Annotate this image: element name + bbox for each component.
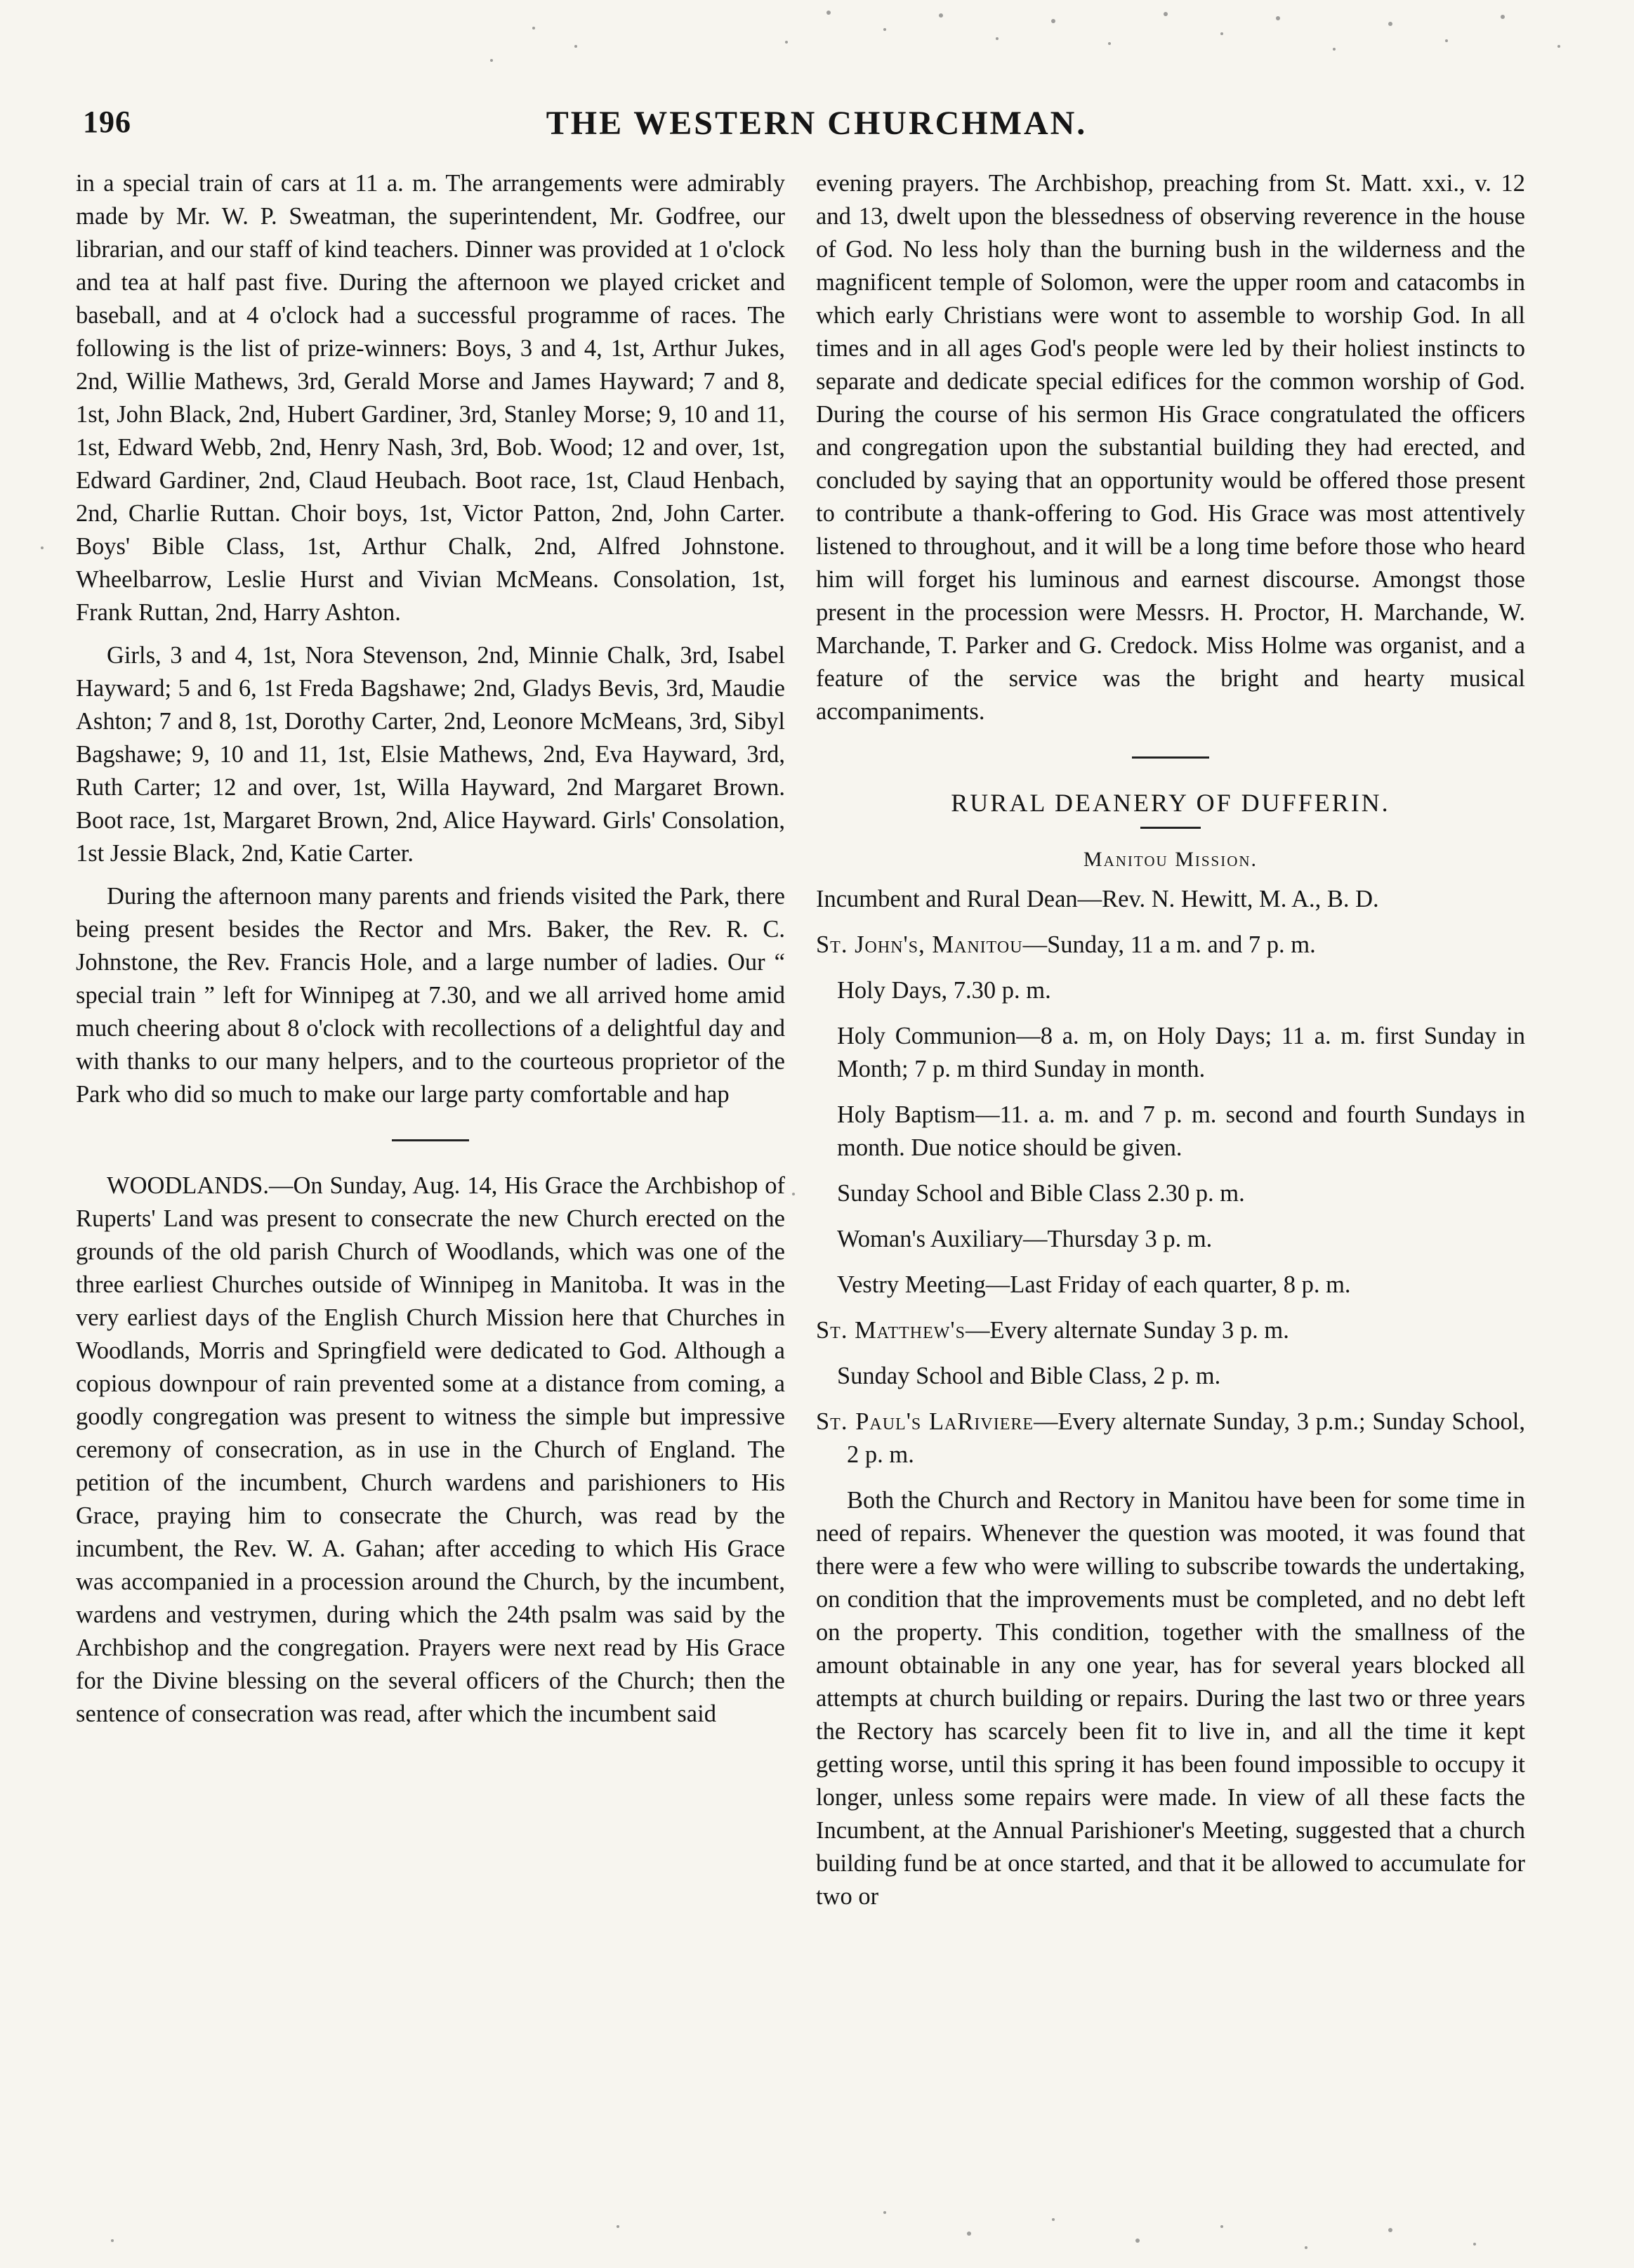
service-times: —Sunday, 11 a m. and 7 p. m. bbox=[1022, 931, 1316, 958]
service-times: —Every alternate Sunday, 3 p.m.; Sunday School, 2 p. m. bbox=[847, 1408, 1525, 1468]
service-entry: Holy Days, 7.30 p. m. bbox=[837, 977, 1051, 1004]
article-paragraph: evening prayers. The Archbishop, preaching from St. Matt. xxi., v. 12 and 13, dwelt upon the blessedness of observing reverence in the house of God. No less holy than the burning bush in the wilderness and the magnificent temple of Solomon, were the upper room and catacombs in which early Christians were wont to assemble to worship God. In all times and in all ages God's people were led by their holiest instincts to separate and dedicate special edifices for the common worship of God. During the course of his sermon His Grace congratulated the officers and congregation upon the substantial building they had erected, and concluded by saying that an opportunity would be offered those present to contribute a thank-offering to God. His Grace was most attentively listened to throughout, and it will be a long time before those who heard him will forget his luminous and earnest discourse. Amongst those present in the procession were Messrs. H. Proctor, H. Marchande, W. Marchande, T. Parker and G. Credock. Miss Holme was organist, and a feature of the service was the bright and hearty musical accompaniments. bbox=[816, 170, 1525, 725]
section-divider bbox=[1140, 827, 1201, 829]
mission-heading: Manitou Mission. bbox=[1083, 848, 1258, 871]
service-entry: Vestry Meeting—Last Friday of each quarter, 8 p. m. bbox=[837, 1271, 1351, 1298]
service-entry: Sunday School and Bible Class 2.30 p. m. bbox=[837, 1180, 1245, 1207]
section-divider bbox=[1132, 756, 1209, 759]
church-name: St. Paul's LaRiviere bbox=[816, 1408, 1034, 1435]
incumbent-line: Incumbent and Rural Dean—Rev. N. Hewitt, M. A., B. D. bbox=[816, 886, 1379, 912]
page-header bbox=[83, 104, 1550, 155]
article-paragraph: WOODLANDS.—On Sunday, Aug. 14, His Grace the Archbishop of Ruperts' Land was present to consecrate the new Church erected on the grounds of the old parish Church of Woodlands, which was one of the three earliest Churches outside of Winnipeg in Manitoba. It was in the very earliest days of the English Church Mission here that Churches in Woodlands, Morris and Springfield were dedicated to God. Although a copious downpour of rain prevented some at a distance from coming, a goodly congregation was present to witness the simple but impressive ceremony of consecration, as in use in the Church of England. The petition of the incumbent, Church wardens and parishioners to His Grace, praying him to consecrate the Church, was read by the incumbent, the Rev. W. A. Gahan; after acceding to which His Grace was accompanied in a procession around the Church, by the incumbent, wardens and vestrymen, during which the 24th psalm was said by the Archbishop and the congregation. Prayers were next read by His Grace for the Divine blessing on the several officers of the Church; then the sentence of consecration was read, after which the incumbent said bbox=[76, 1172, 785, 1727]
article-paragraph: During the afternoon many parents and friends visited the Park, there being present besides the Rector and Mrs. Baker, the Rev. R. C. Johnstone, the Rev. Francis Hole, and a large number of ladies. Our “ special train ” left for Winnipeg at 7.30, and we all arrived home amid much cheering about 8 o'clock with recollections of a delightful day and with thanks to our many helpers, and to the courteous proprietor of the Park who did so much to make our large party comfortable and hap bbox=[76, 883, 785, 1108]
service-entry: Woman's Auxiliary—Thursday 3 p. m. bbox=[837, 1226, 1213, 1252]
service-times: —Every alternate Sunday 3 p. m. bbox=[965, 1317, 1289, 1344]
service-entry bbox=[816, 1314, 1525, 1347]
page-number: 196 bbox=[83, 105, 131, 139]
service-entry: Sunday School and Bible Class, 2 p. m. bbox=[837, 1363, 1221, 1389]
service-entry: Holy Baptism—11. a. m. and 7 p. m. second and fourth Sundays in month. Due notice should be given. bbox=[837, 1101, 1525, 1161]
service-entry bbox=[816, 1405, 1525, 1471]
journal-title: THE WESTERN CHURCHMAN. bbox=[546, 105, 1088, 142]
left-column bbox=[76, 167, 785, 1741]
article-paragraph: Both the Church and Rectory in Manitou have been for some time in need of repairs. Whenever the question was mooted, it was found that there were a few who were willing to subscribe towards the undertaking, on condition that the improvements must be completed, and no debt left on the property. This condition, together with the smallness of the amount obtainable in any one year, has for several years blocked all attempts at church building or repairs. During the last two or three years the Rectory has scarcely been fit to live in, and all the time it kept getting worse, until this spring it has been found impossible to occupy it longer, unless some repairs were made. In view of all these facts the Incumbent, at the Annual Parishioner's Meeting, suggested that a church building fund be at once started, and that it be allowed to accumulate for two or bbox=[816, 1487, 1525, 1910]
church-name: St. John's, Manitou bbox=[816, 931, 1023, 958]
service-entry bbox=[816, 929, 1525, 962]
church-name: St. Matthew's bbox=[816, 1317, 966, 1344]
section-title: RURAL DEANERY OF DUFFERIN. bbox=[951, 789, 1390, 817]
right-column bbox=[816, 167, 1525, 1923]
article-paragraph: Girls, 3 and 4, 1st, Nora Stevenson, 2nd, Minnie Chalk, 3rd, Isabel Hayward; 5 and 6, 1st Freda Bagshawe; 2nd, Gladys Bevis, 3rd, Maudie Ashton; 7 and 8, 1st, Dorothy Carter, 2nd, Leonore McMeans, 3rd, Sibyl Bagshawe; 9, 10 and 11, 1st, Elsie Mathews, 2nd, Eva Hayward, 3rd, Ruth Carter; 12 and over, 1st, Willa Hayward, 2nd Margaret Brown. Boot race, 1st, Margaret Brown, 2nd, Alice Hayward. Girls' Consolation, 1st Jessie Black, 2nd, Katie Carter. bbox=[76, 642, 785, 867]
section-divider bbox=[392, 1139, 469, 1141]
article-paragraph: in a special train of cars at 11 a. m. The arrangements were admirably made by Mr. W. P. Sweatman, the superintendent, Mr. Godfree, our librarian, and our staff of kind teachers. Dinner was provided at 1 o'clock and tea at half past five. During the afternoon we played cricket and baseball, and at 4 o'clock had a successful programme of races. The following is the list of prize-winners: Boys, 3 and 4, 1st, Arthur Jukes, 2nd, Willie Mathews, 3rd, Gerald Morse and James Hayward; 7 and 8, 1st, John Black, 2nd, Hubert Gardiner, 3rd, Stanley Morse; 9, 10 and 11, 1st, Edward Webb, 2nd, Henry Nash, 3rd, Bob. Wood; 12 and over, 1st, Edward Gardiner, 2nd, Claud Heubach. Boot race, 1st, Claud Henbach, 2nd, Charlie Ruttan. Choir boys, 1st, Victor Patton, 2nd, John Carter. Boys' Bible Class, 1st, Arthur Chalk, 2nd, Alfred Johnstone. Wheelbarrow, Leslie Hurst and Vivian McMeans. Consolation, 1st, Frank Ruttan, 2nd, Harry Ashton. bbox=[76, 170, 785, 626]
service-entry: Holy Communion—8 a. m, on Holy Days; 11 a. m. first Sunday in Month; 7 p. m third Sunday in month. bbox=[837, 1023, 1525, 1082]
